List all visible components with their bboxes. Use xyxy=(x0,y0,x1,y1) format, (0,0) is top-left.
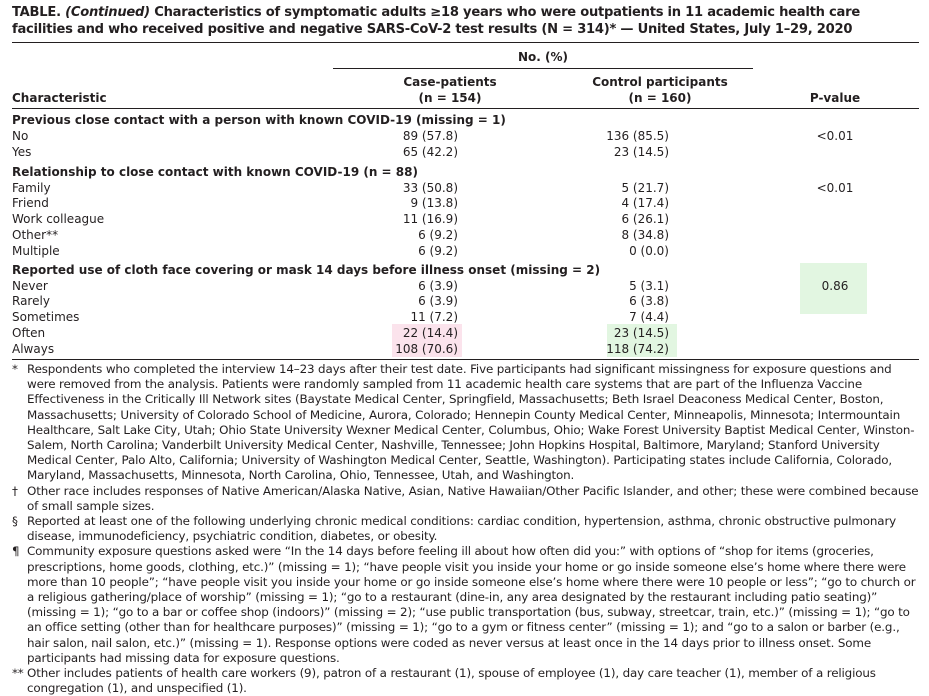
footnote-mark: ** xyxy=(12,666,24,681)
control-value: 4 (17.4) xyxy=(621,196,669,210)
footnote-text: Community exposure questions asked were “In the 14 days before feeling ill about how often did you:” with options of “shop for items (groceries, prescriptions, home goods, clothing, etc.)” (missing = 1); “have people visit you inside your home or go inside someone else’s home where there were more than 10 people”; “have people visit you inside your home or go inside someone else’s home where there were 10 people or less”; “go to church or a religious gathering/place of worship” (missing = 1); “go to a restaurant (dine-in, any area designated by the restaurant including patio seating)” (missing = 1); “go to a bar or coffee shop (indoors)” (missing = 2); “use public transportation (bus, subway, streetcar, train, etc.)” (missing = 1); “go to an office setting (other than for healthcare purposes)” (missing = 1); “go to a gym or fitness center” (missing = 1); and “go to a salon or barber (e.g., hair salon, nail salon, etc.)” (missing = 1). Response options were coded as never versus at least once in the 14 days prior to illness onset. Some participants had missing data for exposure questions. xyxy=(27,544,916,665)
table-row xyxy=(0,293,929,309)
table-title xyxy=(12,4,922,38)
control-n: (n = 160) xyxy=(628,91,692,105)
footnote-text: Other includes patients of health care workers (9), patron of a restaurant (1), spouse of employee (1), day care teacher (1), member of a religious congregation (1), and unspecified (1). xyxy=(27,666,876,696)
control-header: Control participants xyxy=(592,75,728,89)
header-rule xyxy=(12,108,919,109)
table-row xyxy=(0,309,929,325)
footnote xyxy=(12,666,922,696)
table-row xyxy=(0,180,929,196)
footnote xyxy=(12,362,922,484)
spanner-rule xyxy=(333,68,753,69)
pvalue-header: P-value xyxy=(809,91,861,105)
section-heading: Previous close contact with a person with known COVID-19 (missing = 1) xyxy=(12,113,506,127)
case-value: 9 (13.8) xyxy=(410,196,458,210)
table-row xyxy=(0,128,929,144)
control-value: 8 (34.8) xyxy=(621,228,669,242)
table-row xyxy=(0,325,929,341)
control-value: 5 (21.7) xyxy=(621,181,669,195)
control-value: 6 (3.8) xyxy=(629,294,669,308)
footnote xyxy=(12,484,922,514)
control-value: 6 (26.1) xyxy=(621,212,669,226)
table-row xyxy=(0,243,929,259)
case-value: 89 (57.8) xyxy=(402,129,458,143)
case-value: 6 (3.9) xyxy=(418,279,458,293)
footnote-mark: ¶ xyxy=(12,544,20,559)
top-rule xyxy=(12,42,919,43)
table-row xyxy=(0,144,929,160)
table-title-text: Characteristics of symptomatic adults ≥18 years who were outpatients in 11 academic health care facilities and who received positive and negative SARS-CoV-2 test results (N = 314)* — United States, July 1–29, 2020 xyxy=(12,5,860,37)
case-value: 6 (9.2) xyxy=(418,244,458,258)
control-value: 118 (74.2) xyxy=(606,342,669,356)
control-value: 5 (3.1) xyxy=(629,279,669,293)
table-row xyxy=(0,211,929,227)
footnote-mark: * xyxy=(12,362,18,376)
spanner-header: No. (%) xyxy=(517,50,568,64)
case-value: 6 (3.9) xyxy=(418,294,458,308)
case-patients-n: (n = 154) xyxy=(418,91,482,105)
case-value: 108 (70.6) xyxy=(395,342,458,356)
row-label: Never xyxy=(12,279,48,293)
footnote-text: Other race includes responses of Native American/Alaska Native, Asian, Native Hawaiian/Other Pacific Islander, and other; these were combined because of small sample sizes. xyxy=(27,483,919,513)
table-label: TABLE. xyxy=(12,5,61,20)
p-value: <0.01 xyxy=(816,181,854,195)
footnote-text: Respondents who completed the interview 14–23 days after their test date. Five participants had significant missingness for exposure questions and were removed from the analysis. Patients were randomly sampled from 11 academic health care systems that are part of the Influenza Vaccine Effectiveness in the Critically Ill Network sites (Baystate Medical Center, Springfield, Massachusetts; Beth Israel Deaconess Medical Center, Boston, Massachusetts; University of Colorado School of Medicine, Aurora, Colorado; Hennepin County Medical Center, Minneapolis, Minnesota; Intermountain Healthcare, Salt Lake City, Utah; Ohio State University Wexner Medical Center, Columbus, Ohio; Wake Forest University Baptist Medical Center, Winston-Salem, North Carolina; Vanderbilt University Medical Center, Nashville, Tennessee; John Hopkins Hospital, Baltimore, Maryland; Stanford University Medical Center, Palo Alto, California; University of Washington Medical Center, Seattle, Washington). Participating states include California, Colorado, Maryland, Massachusetts, Minnesota, North Carolina, Ohio, Tennessee, Utah, and Washington. xyxy=(27,362,915,483)
row-label: Multiple xyxy=(12,244,60,258)
case-value: 33 (50.8) xyxy=(402,181,458,195)
row-label: Work colleague xyxy=(12,212,105,226)
characteristic-header: Characteristic xyxy=(12,91,107,105)
row-label: Friend xyxy=(12,196,49,210)
row-label: No xyxy=(12,129,29,143)
table-row xyxy=(0,341,929,357)
footnote-text: Reported at least one of the following underlying chronic medical conditions: cardiac condition, hypertension, asthma, chronic obstructive pulmonary disease, immunodeficiency, psychiatric condition, diabetes, or obesity. xyxy=(27,514,897,544)
case-value: 22 (14.4) xyxy=(402,326,458,340)
section-heading: Relationship to close contact with known COVID-19 (n = 88) xyxy=(12,165,418,179)
table-row xyxy=(0,278,929,294)
row-label: Family xyxy=(12,181,51,195)
footnote-mark: § xyxy=(12,514,18,529)
control-value: 136 (85.5) xyxy=(606,129,669,143)
footnote xyxy=(12,514,922,544)
row-label: Often xyxy=(12,326,46,340)
footnote xyxy=(12,544,922,666)
p-value: <0.01 xyxy=(816,129,854,143)
case-value: 11 (7.2) xyxy=(410,310,458,324)
section-heading: Reported use of cloth face covering or mask 14 days before illness onset (missing = 2) xyxy=(12,263,601,277)
footnotes xyxy=(12,362,922,696)
case-value: 6 (9.2) xyxy=(418,228,458,242)
row-label: Sometimes xyxy=(12,310,80,324)
row-label: Other** xyxy=(12,228,59,242)
case-patients-header: Case-patients xyxy=(403,75,497,89)
control-value: 7 (4.4) xyxy=(629,310,669,324)
control-value: 0 (0.0) xyxy=(629,244,669,258)
control-value: 23 (14.5) xyxy=(613,326,669,340)
control-value: 23 (14.5) xyxy=(613,145,669,159)
case-value: 65 (42.2) xyxy=(402,145,458,159)
row-label: Always xyxy=(12,342,55,356)
p-value: 0.86 xyxy=(821,279,849,293)
continued-label: (Continued) xyxy=(65,5,150,20)
case-value: 11 (16.9) xyxy=(402,212,458,226)
table-row xyxy=(0,195,929,211)
footnote-mark: † xyxy=(12,483,18,498)
row-label: Yes xyxy=(12,145,32,159)
table-row xyxy=(0,227,929,243)
bottom-rule xyxy=(12,359,919,360)
row-label: Rarely xyxy=(12,294,50,308)
